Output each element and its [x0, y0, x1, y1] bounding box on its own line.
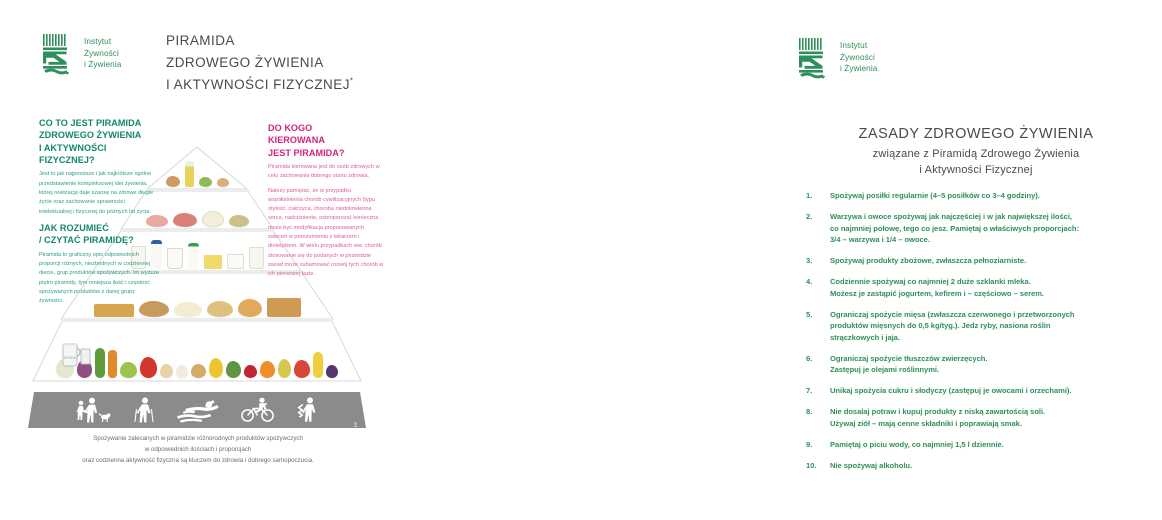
- broccoli-item: [226, 361, 241, 378]
- institute-line3: i Żywienia: [840, 64, 878, 74]
- rule-text: [830, 276, 1162, 299]
- nordic-walking-icon: [131, 397, 157, 423]
- body-paragraph: Należy pamiętać, że w przypadku współistnienia chorób cywilizacyjnych (typu otyłość, cukrzyca, choroba niedokrwienna serca, nadciśnienie, osteoporoza) konieczna może być modyfikacja proponowanych zaleceń w porozumieniu z lekarzem i dietetykiem. W wielu przypadkach ww. chorób stosowanie się do podanych w piramidzie zasad może zahamować rozwój tych chorób w ich pierwszej fazie.: [268, 187, 384, 278]
- list-item: [806, 255, 1162, 267]
- carrot-item: [108, 350, 117, 378]
- rule-line: 3/4 – warzywa i 1/4 – owoce.: [830, 235, 930, 245]
- izz-wheat-logo-icon: [796, 36, 834, 82]
- list-item: [806, 406, 1162, 429]
- rule-line: Spożywaj produkty zbożowe, zwłaszcza pełnoziarniste.: [830, 256, 1027, 266]
- institute-line1: Instytut: [84, 37, 112, 46]
- rule-line: Ograniczaj spożycie mięsa (zwłaszcza czerwonego i przetworzonych: [830, 309, 1075, 319]
- water-jug-and-glass-icon: [58, 336, 92, 366]
- caption-line: oraz codzienna aktywność fizyczna są kluczem do zdrowia i dobrego samopoczucia.: [82, 457, 314, 465]
- section-what-is-pyramid: [39, 117, 159, 222]
- list-item: [806, 385, 1162, 397]
- cycling-icon: [241, 397, 275, 423]
- pyramid-caption: [26, 433, 370, 466]
- milk-glass-item-2: [249, 247, 264, 269]
- list-item: [806, 276, 1162, 299]
- roll-item: [238, 299, 262, 317]
- list-item: [806, 190, 1162, 202]
- heading-line: JEST PIRAMIDA?: [268, 147, 345, 158]
- list-item: [806, 460, 1162, 472]
- rule-line: Zastępuj je olejami roślinnymi.: [830, 365, 940, 375]
- section-body: [39, 251, 159, 307]
- rules-title-line2: związane z Piramidą Zdrowego Żywienia: [872, 147, 1080, 160]
- rule-number: 7.: [806, 386, 813, 396]
- section-heading: [39, 222, 159, 247]
- orange-item: [260, 361, 275, 378]
- section-body: [39, 170, 159, 216]
- lettuce-item: [120, 362, 137, 378]
- heading-line: / CZYTAĆ PIRAMIDĘ?: [39, 235, 134, 246]
- heading-line: CO TO JEST PIRAMIDA: [39, 118, 142, 128]
- legumes-item: [229, 215, 249, 227]
- rule-text: [830, 460, 1162, 472]
- heading-line: KIEROWANA: [268, 135, 326, 146]
- institute-name-left: [84, 32, 121, 71]
- body-paragraph: Piramida to graficzny opis odpowiednich proporcji różnych, niezbędnych w codziennej diecie, grup produktów spożywczych. Im wyższe piętro piramidy, tym mniejsza ilość i częstość spożywanych produktów z danej grupy żywności.: [39, 251, 160, 305]
- onion-item: [160, 364, 173, 378]
- rules-title-line3: i Aktywności Fizycznej: [919, 164, 1033, 177]
- institute-logo-left: [40, 32, 121, 78]
- rule-line: Możesz je zastąpić jogurtem, kefirem i – częściowo – serem.: [830, 288, 1044, 298]
- caption-line: Spożywanie zalecanych w piramidzie różnorodnych produktów spożywczych: [93, 435, 303, 442]
- rule-line: Ograniczaj spożycie tłuszczów zwierzęcych.: [830, 353, 988, 363]
- rule-number: 6.: [806, 353, 813, 363]
- yellow-pepper-item: [209, 358, 223, 378]
- walking-with-child-and-dog-icon: [72, 397, 112, 423]
- main-title-line1: PIRAMIDA: [166, 33, 235, 48]
- rules-list: [806, 190, 1162, 481]
- main-title-line3-text: I AKTYWNOŚCI FIZYCZNEJ: [166, 76, 350, 92]
- currants-item: [244, 365, 257, 378]
- rule-number: 4.: [806, 277, 813, 287]
- pear-item: [278, 359, 291, 378]
- body-paragraph: Jest to jak najprostsze i jak najkrótsze ogólne przedstawienie kompleksowej idei żywienia, której realizacja daje szansę na zdrowe długie życie oraz zachowanie sprawności intelektualnej i fizycznej do późnych lat życia.: [39, 171, 154, 215]
- rule-line: Warzywa i owoce spożywaj jak najczęściej i w jak największej ilości,: [830, 212, 1072, 222]
- rule-text: [830, 439, 1162, 451]
- jumping-rope-icon: [294, 397, 322, 423]
- heading-line: I AKTYWNOŚCI FIZYCZNEJ?: [39, 142, 107, 166]
- list-item: [806, 211, 1162, 246]
- main-title: [166, 30, 381, 96]
- section-for-whom: [268, 122, 384, 284]
- rule-number: 3.: [806, 256, 813, 266]
- rule-line: strączkowych i jaja.: [830, 332, 900, 342]
- rule-text: [830, 255, 1162, 267]
- list-item: [806, 309, 1162, 344]
- cheese-item: [204, 255, 222, 269]
- potato-item: [191, 364, 206, 378]
- rule-text: [830, 190, 1162, 202]
- apple-item: [294, 360, 310, 378]
- rule-text: [830, 385, 1162, 397]
- rules-panel: [392, 0, 1094, 520]
- rule-text: [830, 406, 1162, 429]
- rule-number: 8.: [806, 407, 813, 417]
- section-how-to-read-pyramid: [39, 222, 159, 311]
- rule-number: 5.: [806, 309, 813, 319]
- main-title-line3: [166, 74, 381, 96]
- copyright-stamp: IŻŻ 2016: [353, 422, 358, 442]
- institute-line2: Żywności: [84, 48, 119, 58]
- cucumber-item: [95, 348, 105, 378]
- meat-item: [173, 213, 197, 227]
- rule-line: co najmniej połowę, tego co jesz. Pamiętaj o właściwych proporcjach:: [830, 223, 1079, 233]
- rule-text: [830, 353, 1162, 376]
- heading-line: DO KOGO: [268, 123, 313, 133]
- institute-name-right: [840, 36, 877, 75]
- rule-line: Unikaj spożycia cukru i słodyczy (zastępuj je owocami i orzechami).: [830, 386, 1072, 396]
- grapes-item: [326, 365, 338, 378]
- main-title-asterisk: *: [349, 76, 354, 86]
- seeds-item: [217, 178, 229, 187]
- nuts-item: [166, 176, 180, 187]
- rule-line: Używaj ziół – mają cenne składniki i poprawiają smak.: [830, 418, 1022, 428]
- rules-title-line1: ZASADY ZDROWEGO ŻYWIENIA: [858, 126, 1094, 142]
- rule-line: Codziennie spożywaj co najmniej 2 duże szklanki mleka.: [830, 277, 1031, 287]
- institute-logo-right: [796, 36, 877, 82]
- pyramid-panel: [0, 0, 392, 520]
- cereal-item: [207, 301, 233, 317]
- tier-food-items: [146, 146, 248, 190]
- herbs-item: [199, 177, 212, 187]
- svg-text:WODA: WODA: [63, 355, 77, 360]
- caption-line: w odpowiednich ilościach i proporcjach: [144, 446, 252, 454]
- rule-number: 10.: [806, 461, 817, 470]
- garlic-item: [176, 365, 187, 378]
- rule-line: Pamiętaj o piciu wody, co najmniej 1,5 l dziennie.: [830, 439, 1004, 449]
- rule-line: Spożywaj posiłki regularnie (4–5 posiłków co 3–4 godziny).: [830, 191, 1040, 200]
- rule-line: Nie dosalaj potraw i kupuj produkty z niską zawartością soli.: [830, 407, 1046, 417]
- list-item: [806, 353, 1162, 376]
- rules-title: [796, 124, 1156, 179]
- main-title-line2: ZDROWEGO ŻYWIENIA: [166, 54, 324, 70]
- kefir-bottle-item: [188, 243, 199, 269]
- swimming-icon: [175, 398, 223, 422]
- heading-line: ZDROWEGO ŻYWIENIA: [39, 130, 142, 141]
- section-body: [268, 163, 384, 279]
- bread-slices-item: [267, 298, 301, 317]
- rice-item: [174, 302, 202, 317]
- institute-line3: i Żywienia: [84, 60, 122, 70]
- cottage-cheese-item: [227, 254, 244, 269]
- rule-line: Nie spożywaj alkoholu.: [830, 461, 913, 470]
- rule-number: 2.: [806, 212, 813, 222]
- institute-line1: Instytut: [840, 41, 868, 50]
- pyramid-tier-fats-nuts-herbs: [146, 146, 248, 190]
- heading-line: JAK ROZUMIEĆ: [39, 223, 109, 233]
- body-paragraph: Piramida kierowana jest do osób zdrowych w celu zachowania dobrego stanu zdrowia.: [268, 164, 380, 180]
- rule-number: 1.: [806, 191, 813, 200]
- eggs-item: [202, 211, 224, 227]
- section-heading: [39, 117, 159, 166]
- rule-line: produktów mięsnych do 0,5 kg/tyg.). Jedz ryby, nasiona roślin: [830, 321, 1051, 331]
- institute-line2: Żywności: [840, 52, 875, 62]
- pepper-item: [140, 357, 158, 378]
- rule-text: [830, 211, 1162, 246]
- yogurt-cup-item: [167, 248, 183, 269]
- oil-bottle-icon: [185, 161, 194, 187]
- banana-item: [313, 352, 323, 378]
- activity-icons-row: [28, 392, 366, 428]
- izz-wheat-logo-icon: [40, 32, 78, 78]
- list-item: [806, 439, 1162, 451]
- rule-number: 9.: [806, 439, 813, 449]
- rule-text: [830, 309, 1162, 344]
- section-heading: [268, 122, 384, 159]
